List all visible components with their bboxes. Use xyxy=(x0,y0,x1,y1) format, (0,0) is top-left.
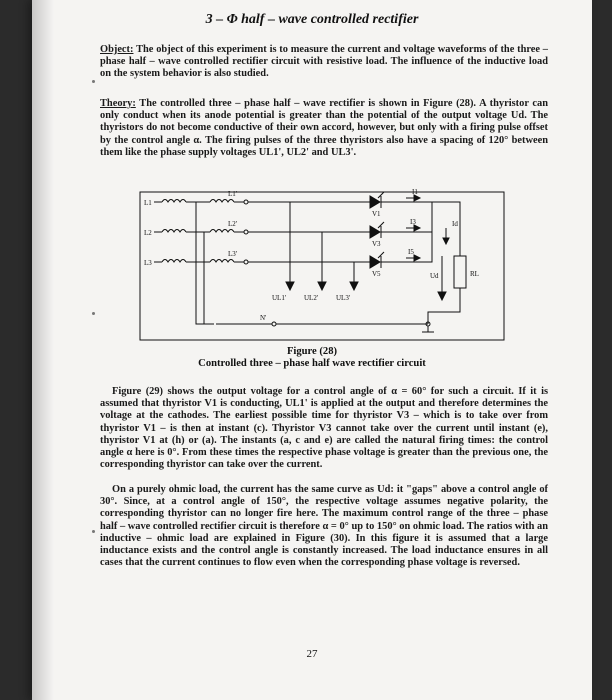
label-i5: I5 xyxy=(408,248,414,256)
l1-input-coil xyxy=(162,200,186,203)
l2-input-coil xyxy=(162,230,186,233)
figure-caption-number: Figure (28) xyxy=(286,346,338,357)
thyristor-v1 xyxy=(362,192,390,208)
label-l3-prime: L3' xyxy=(228,250,238,258)
figure-caption-text: Controlled three – phase half wave rectifier circuit xyxy=(198,358,426,369)
label-ud: Ud xyxy=(430,272,439,280)
label-v1: V1 xyxy=(372,210,381,218)
label-l2: L2 xyxy=(144,229,152,237)
label-i3: I3 xyxy=(410,218,416,226)
label-l1-prime: L1' xyxy=(228,190,238,198)
l1-output-coil xyxy=(210,200,234,203)
body-paragraph-1: Figure (29) shows the output voltage for a control angle of α = 60° for such a circuit. If it is assumed that thyristor V1 is conducting, UL1' is applied at the output and therefore determines the voltage at the cathodes. The earliest possible time for thyristor V3 – which is to take over from thyristor V1 – is then at instant (c). Thyristor V3 cannot take over the current until instant (e), thyristor V1 at (h) or (a). The instants (a, c and e) are called the natural firing times: the control angle α here is 0°. From these times the respective phase voltage is greater than the previous one, the corresponding thyristor can take over the current. xyxy=(100,386,548,471)
label-l1: L1 xyxy=(144,199,152,207)
thyristor-v5 xyxy=(362,252,390,268)
label-v3: V3 xyxy=(372,240,381,248)
margin-dot xyxy=(92,80,95,83)
margin-dot xyxy=(92,312,95,315)
document-page xyxy=(32,0,592,700)
l3-output-coil xyxy=(210,260,234,263)
label-l3: L3 xyxy=(144,259,152,267)
label-ul3: UL3' xyxy=(336,294,351,302)
l3-input-coil xyxy=(162,260,186,263)
page-title: 3 – Φ half – wave controlled rectifier xyxy=(205,12,419,27)
label-v5: V5 xyxy=(372,270,381,278)
label-ul1: UL1' xyxy=(272,294,287,302)
thyristor-v3 xyxy=(362,222,390,238)
label-i1: I1 xyxy=(412,188,418,196)
object-label: Object: xyxy=(100,44,134,55)
page-number: 27 xyxy=(306,648,318,660)
label-neutral: N' xyxy=(260,314,267,322)
body-paragraph-2: On a purely ohmic load, the current has the same curve as Ud: it "gaps" above a control angle of 30°. Since, at a control angle of 150°, the respective voltage assumes negative polarity, the corresponding thyristor can no longer fire here. The maximum control range of the three – phase half – wave controlled rectifier circuit is therefore α = 0° up to 150° on ohmic load. The ratios with an inductive – ohmic load are explained in Figure (30). In this figure it is assumed that a large inductance exists and the control angle is constantly increased. The load inductance ensures in all cases that the current continues to flow even when the corresponding phase voltage is reversed. xyxy=(100,484,548,569)
margin-dot xyxy=(92,530,95,533)
label-id: Id xyxy=(452,220,458,228)
load-resistor xyxy=(454,256,466,288)
label-l2-prime: L2' xyxy=(228,220,238,228)
l1-to-neutral-wire xyxy=(186,202,214,324)
theory-text: The controlled three – phase half – wave rectifier is shown in Figure (28). A thyristor can only conduct when its anode potential is greater than the potential of the output voltage Ud. The thyristors do not become conductive of their own accord, however, but only with a firing pulse offset by the control angle α. The firing pulses of the three thyristors also have a spacing of 120° between them like the phase supply voltages UL1', UL2' and UL3'. xyxy=(100,98,548,158)
theory-label: Theory: xyxy=(100,98,136,109)
l2-output-coil xyxy=(210,230,234,233)
label-rl: RL xyxy=(470,270,479,278)
label-ul2: UL2' xyxy=(304,294,319,302)
object-text: The object of this experiment is to measure the current and voltage waveforms of the three – phase half – wave controlled rectifier circuit with resistive load. The influence of the inductive load on the system behavior is also studied. xyxy=(100,44,548,80)
